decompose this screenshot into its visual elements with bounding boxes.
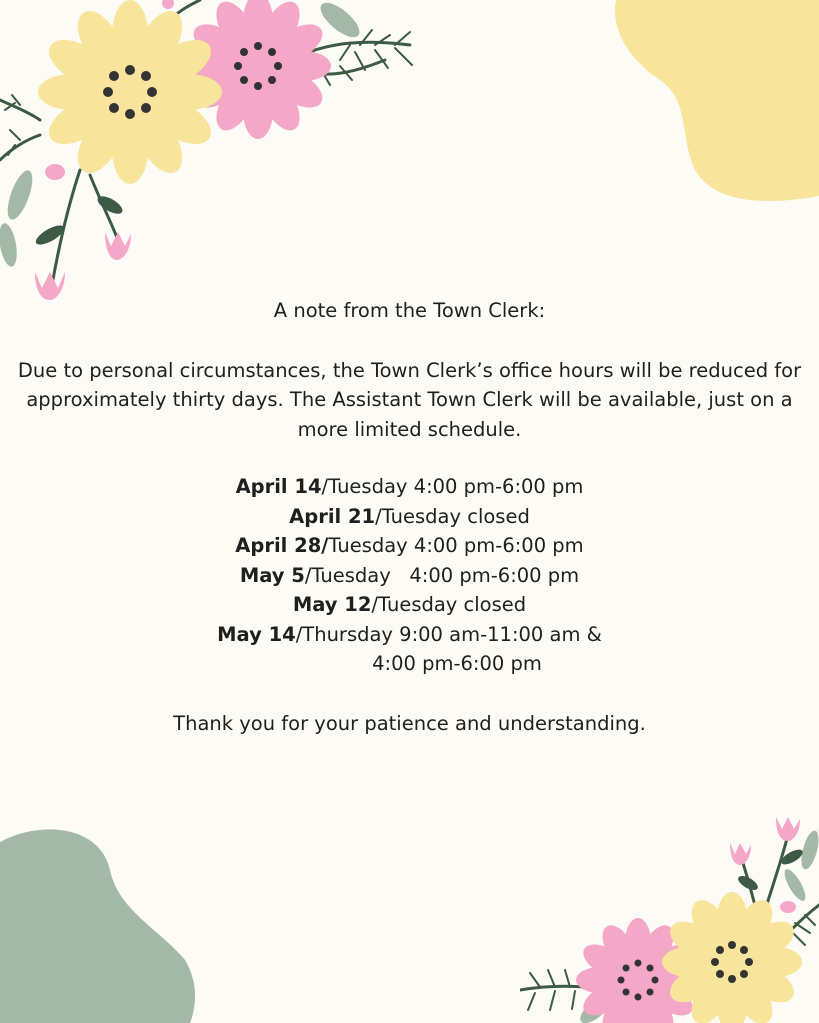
schedule-detail: Tuesday 4:00 pm-6:00 pm <box>311 563 580 587</box>
schedule-row <box>0 502 819 532</box>
town-clerk-note <box>0 296 819 738</box>
bottom-right-flower-cluster <box>520 805 819 1023</box>
schedule-date: April 21 <box>289 504 376 528</box>
top-left-flower-cluster <box>0 0 430 310</box>
schedule-separator: / <box>375 504 382 528</box>
schedule-date: May 5 <box>239 563 305 587</box>
schedule-date: May 14 <box>217 622 296 646</box>
schedule-detail: Thursday 9:00 am-11:00 am & <box>302 622 602 646</box>
schedule-row <box>0 531 819 561</box>
schedule-row <box>0 620 819 650</box>
schedule-detail: 4:00 pm-6:00 pm <box>372 652 542 675</box>
schedule-row <box>0 561 819 591</box>
schedule-date: April 28/ <box>235 534 329 557</box>
green-blob-decoration <box>0 820 200 1023</box>
schedule-row <box>0 472 819 502</box>
schedule-date: April 14 <box>235 475 322 498</box>
schedule-separator: / <box>371 593 379 616</box>
yellow-blob-decoration <box>600 0 819 210</box>
schedule-separator: / <box>295 622 303 646</box>
schedule-separator: / <box>321 475 329 498</box>
schedule-date: May 12 <box>292 593 372 616</box>
note-heading: A note from the Town Clerk: <box>273 299 546 322</box>
schedule-row-continued <box>0 649 819 679</box>
schedule-detail: Tuesday 4:00 pm-6:00 pm <box>328 534 584 557</box>
note-closing: Thank you for your patience and understanding. <box>173 711 646 735</box>
schedule-detail: Tuesday closed <box>378 593 527 616</box>
office-hours-schedule <box>0 472 819 679</box>
schedule-detail: Tuesday closed <box>381 504 530 528</box>
note-body: Due to personal circumstances, the Town Clerk’s office hours will be reduced for approximately thirty days. The Assistant Town Clerk will be available, just on a more limited schedule. <box>17 358 802 441</box>
schedule-row <box>0 590 819 620</box>
schedule-detail: Tuesday 4:00 pm-6:00 pm <box>328 475 584 498</box>
schedule-separator: / <box>304 563 312 587</box>
